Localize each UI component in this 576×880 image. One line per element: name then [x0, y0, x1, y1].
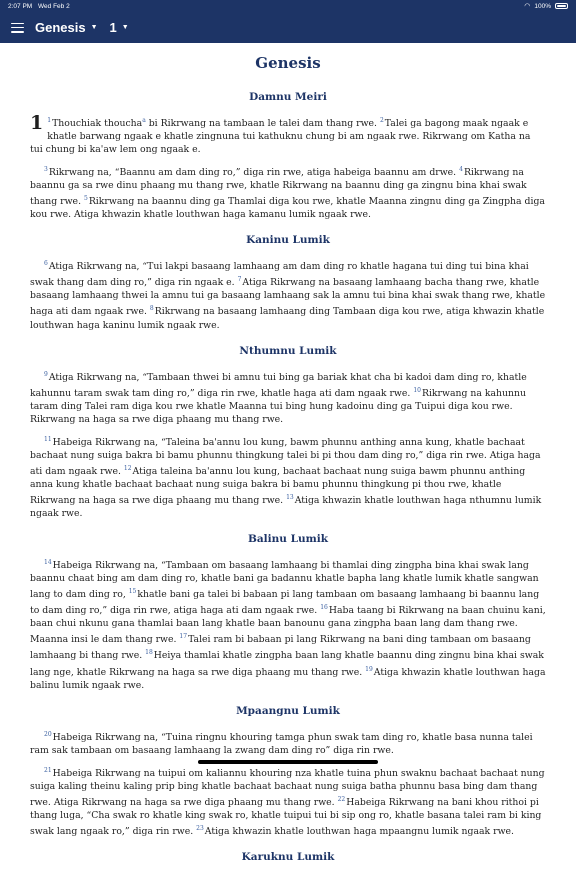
book-picker[interactable]	[35, 20, 98, 35]
chevron-down-icon: ▼	[121, 24, 129, 31]
verse-text[interactable]: Talei ga bagong maak ngaak e khatle barwang ngaak e khatle zingnuna tui kathuknu chung bi am ngaak rwe. Rikrwang om Katha na tui chung bi ka'aw lem ong ngaak e.	[30, 118, 531, 156]
verse-number[interactable]: 2	[379, 117, 384, 124]
scripture-paragraph	[30, 257, 546, 331]
verse-number[interactable]: 12	[123, 464, 132, 472]
verse-number[interactable]: 14	[44, 559, 52, 567]
status-time: 2:07 PM	[8, 2, 33, 10]
status-left	[8, 3, 74, 10]
battery-percent: 100%	[534, 2, 551, 10]
verse-text[interactable]: Atiga Rikrwang na, “Tui lakpi basaang lamhaang am dam ding ro khatle hagana tui ding tui bina khai swak thang dam ding ro,” diga rin ngaak e.	[30, 261, 529, 289]
wifi-icon: ◠	[524, 3, 531, 10]
verse-text[interactable]: Atiga taleina ba'annu lou kung, bachaat bachaat nung suiga bawm phunnu anthing anna kung khatle bachaat bachaat nung suiga bakra bi bamu phunnu thingkung pi thou rwe, khatle Rikrwang na haga sa rwe diga phaang mu thang rwe.	[30, 465, 526, 507]
section-heading: Balinu Lumik	[248, 533, 328, 546]
chevron-down-icon: ▼	[90, 24, 98, 31]
verse-text[interactable]: Habeiga Rikrwang na, “Tambaan om basaang lamhaang bi thamlai ding zingpha bina khai swak lang baannu chaat bing am dam ding ro, khatle bani ga badannu khatle bapha lang khatle lumik khatle sangwan lang to dam ding ro,	[30, 560, 539, 601]
book-picker-label: Genesis	[35, 20, 86, 35]
verse-text[interactable]: Atiga khwazin khatle louthwan haga nthumnu lumik ngaak rwe.	[30, 495, 542, 520]
nav-bar	[0, 12, 576, 43]
scripture-paragraph	[30, 728, 546, 757]
hamburger-menu-icon[interactable]	[11, 23, 24, 33]
verse-number[interactable]: 6	[44, 260, 48, 268]
verse-text[interactable]: Habeiga Rikrwang na bani khou rithoi pi thang luga, “Cha swak ro khatle king swak ro, khatle tuipui tui bi sip ong ro, khatle basana talei ram bi king swak lang ngaak ro,” diga rin rwe.	[30, 796, 542, 837]
section-heading: Mpaangnu Lumik	[236, 704, 340, 717]
verse-text[interactable]: Habeiga Rikrwang na tuipui om kaliannu khouring nza khatle tuina phun swaknu bachaat bachaat nung suiga kaling theinu kaling prip bing khatle bachaat bachaat nung suiga batha phunnu basa bing dam thang rwe. Atiga Rikrwang na haga sa rwe diga phaang mu thang rwe.	[30, 767, 545, 808]
status-bar	[0, 0, 576, 12]
verse-number[interactable]: 8	[149, 305, 154, 313]
verse-text[interactable]: khatle bani ga talei bi babaan pi lang tambaan om basaang lamhaang bi baannu lang to dam ding ro,” diga rin rwe, atiga haga ati dam ngaak rwe.	[30, 589, 540, 617]
verse-text[interactable]: Atiga khwazin khatle louthwan haga mpaangnu lumik ngaak rwe.	[204, 825, 514, 837]
verse-number[interactable]: 15	[128, 588, 137, 596]
verse-number[interactable]: 18	[145, 649, 153, 657]
scripture-paragraph	[30, 114, 546, 156]
verse-number[interactable]: 11	[44, 435, 52, 443]
section-heading: Karuknu Lumik	[241, 850, 335, 863]
chapter-number: 1	[30, 112, 44, 134]
verse-text[interactable]: Rikrwang na basaang lamhaang ding Tambaan diga kou rwe, atiga khwazin khatle louthwan haga kaninu lumik ngaak rwe.	[30, 306, 545, 331]
verse-text[interactable]: Atiga Rikrwang na, “Tambaan thwei bi amnu tui bing ga bariak khat cha bi kadoi dam ding ro, khatle kahunnu taram swak tam ding ro,” diga rin rwe, khatle haga ati dam ngaak rwe.	[30, 371, 527, 399]
verse-number[interactable]: 4	[459, 166, 463, 174]
verse-text[interactable]: Rikrwang na baannu ga sa rwe dinu phaang mu thang rwe, khatle Rikrwang na baannu ding ga zingnu bina khai swak thang rwe.	[30, 167, 527, 208]
verse-text[interactable]: Talei ram bi babaan pi lang Rikrwang na bani ding tambaan om basaang lamhaang bi thang rwe.	[30, 634, 531, 662]
book-title: Genesis	[255, 54, 321, 72]
verse-number[interactable]: 5	[83, 195, 88, 203]
scripture-paragraph	[30, 368, 546, 426]
verse-text[interactable]: Heiya thamlai khatle zingpha baan lang khatle baannu ding zingnu bina khai swak lang nge, khatle Rikrwang na haga sa rwe diga phaang mu thang rwe.	[30, 650, 544, 678]
verse-number[interactable]: 19	[365, 665, 373, 673]
chapter-picker[interactable]	[110, 20, 129, 35]
chapter-picker-label: 1	[109, 20, 117, 35]
verse-number[interactable]: 23	[196, 824, 204, 832]
scripture-paragraph	[30, 556, 546, 692]
footnote-marker[interactable]: a	[142, 117, 146, 124]
scripture-paragraph	[30, 163, 546, 221]
scripture-paragraph	[30, 764, 546, 838]
verse-number[interactable]: 10	[413, 386, 421, 394]
verse-text[interactable]: Habeiga Rikrwang na, “Tuina ringnu khouring tamga phun swak tam ding ro, khatle basa nunna talei ram sak tambaan om basaang lamhaang la zwang dam ding ro” diga rin rwe.	[30, 731, 533, 756]
verse-text[interactable]: Rikrwang na, “Baannu am dam ding ro,” diga rin rwe, atiga habeiga baannu am drwe.	[48, 167, 460, 179]
verse-number[interactable]: 22	[337, 795, 346, 803]
verse-text[interactable]: bi Rikrwang na tambaan le talei dam thang rwe.	[145, 118, 380, 130]
verse-number[interactable]: 1	[47, 117, 52, 124]
verse-text[interactable]: Haba taang bi Rikrwang na baan chuinu kani, baan chui nkunu gana thamlai baan lang khatle baan banounu gana zingpha baan lang dam thang rwe. Maanna insi le dam thang rwe.	[30, 605, 546, 646]
verse-number[interactable]: 20	[44, 730, 52, 738]
verse-text[interactable]: Rikrwang na kahunnu taram ding Talei ram diga kou rwe khatle Maanna tui bing hung kadoinu ding ga Tuipui diga kou rwe. Rikrwang na haga sa rwe diga phaang mu thang rwe.	[30, 387, 526, 425]
section-heading: Kaninu Lumik	[246, 234, 330, 247]
verse-text[interactable]: Habeiga Rikrwang na, “Taleina ba'annu lou kung, bawm phunnu anthing anna kung, khatle bachaat bachaat nung suiga bakra bi bamu phunnu thingkung talei bi pi thou dam ding ro,” diga rin rwe. Atiga haga ati dam ngaak rwe.	[30, 436, 541, 477]
verse-text[interactable]: Atiga khwazin khatle louthwan haga balinu lumik ngaak rwe.	[30, 666, 546, 691]
scripture-paragraph	[30, 433, 546, 520]
status-date: Wed Feb 2	[38, 2, 70, 10]
verse-number[interactable]: 13	[286, 493, 294, 501]
home-indicator[interactable]	[198, 760, 378, 764]
verse-number[interactable]: 21	[44, 766, 52, 774]
battery-icon	[555, 3, 568, 9]
verse-text[interactable]: Atiga Rikrwang na basaang lamhaang bacha thang rwe, khatle basaang lamhaang thwei la amnu tui ga basaang lamhaang sak la amnu tui bina khai swak thang rwe, khatle haga ati dam ngaak rwe.	[30, 277, 546, 318]
verse-text[interactable]: Rikrwang na baannu ding ga Thamlai diga kou rwe, khatle Maanna zingnu ding ga Zingpha diga kou rwe. Atiga khwazin khatle louthwan haga kamanu lumik ngaak rwe.	[30, 196, 545, 221]
verse-number[interactable]: 9	[44, 370, 48, 378]
section-heading: Nthumnu Lumik	[239, 344, 337, 357]
status-right	[524, 2, 568, 10]
verse-number[interactable]: 16	[320, 604, 328, 612]
section-heading: Damnu Meiri	[249, 91, 327, 103]
verse-number[interactable]: 7	[237, 276, 242, 284]
verse-text[interactable]: Thouchiak thoucha	[52, 118, 143, 130]
section-spacer	[30, 874, 546, 880]
scripture-content[interactable]	[0, 43, 576, 863]
verse-number[interactable]: 17	[179, 633, 188, 641]
verse-number[interactable]: 3	[44, 166, 48, 174]
